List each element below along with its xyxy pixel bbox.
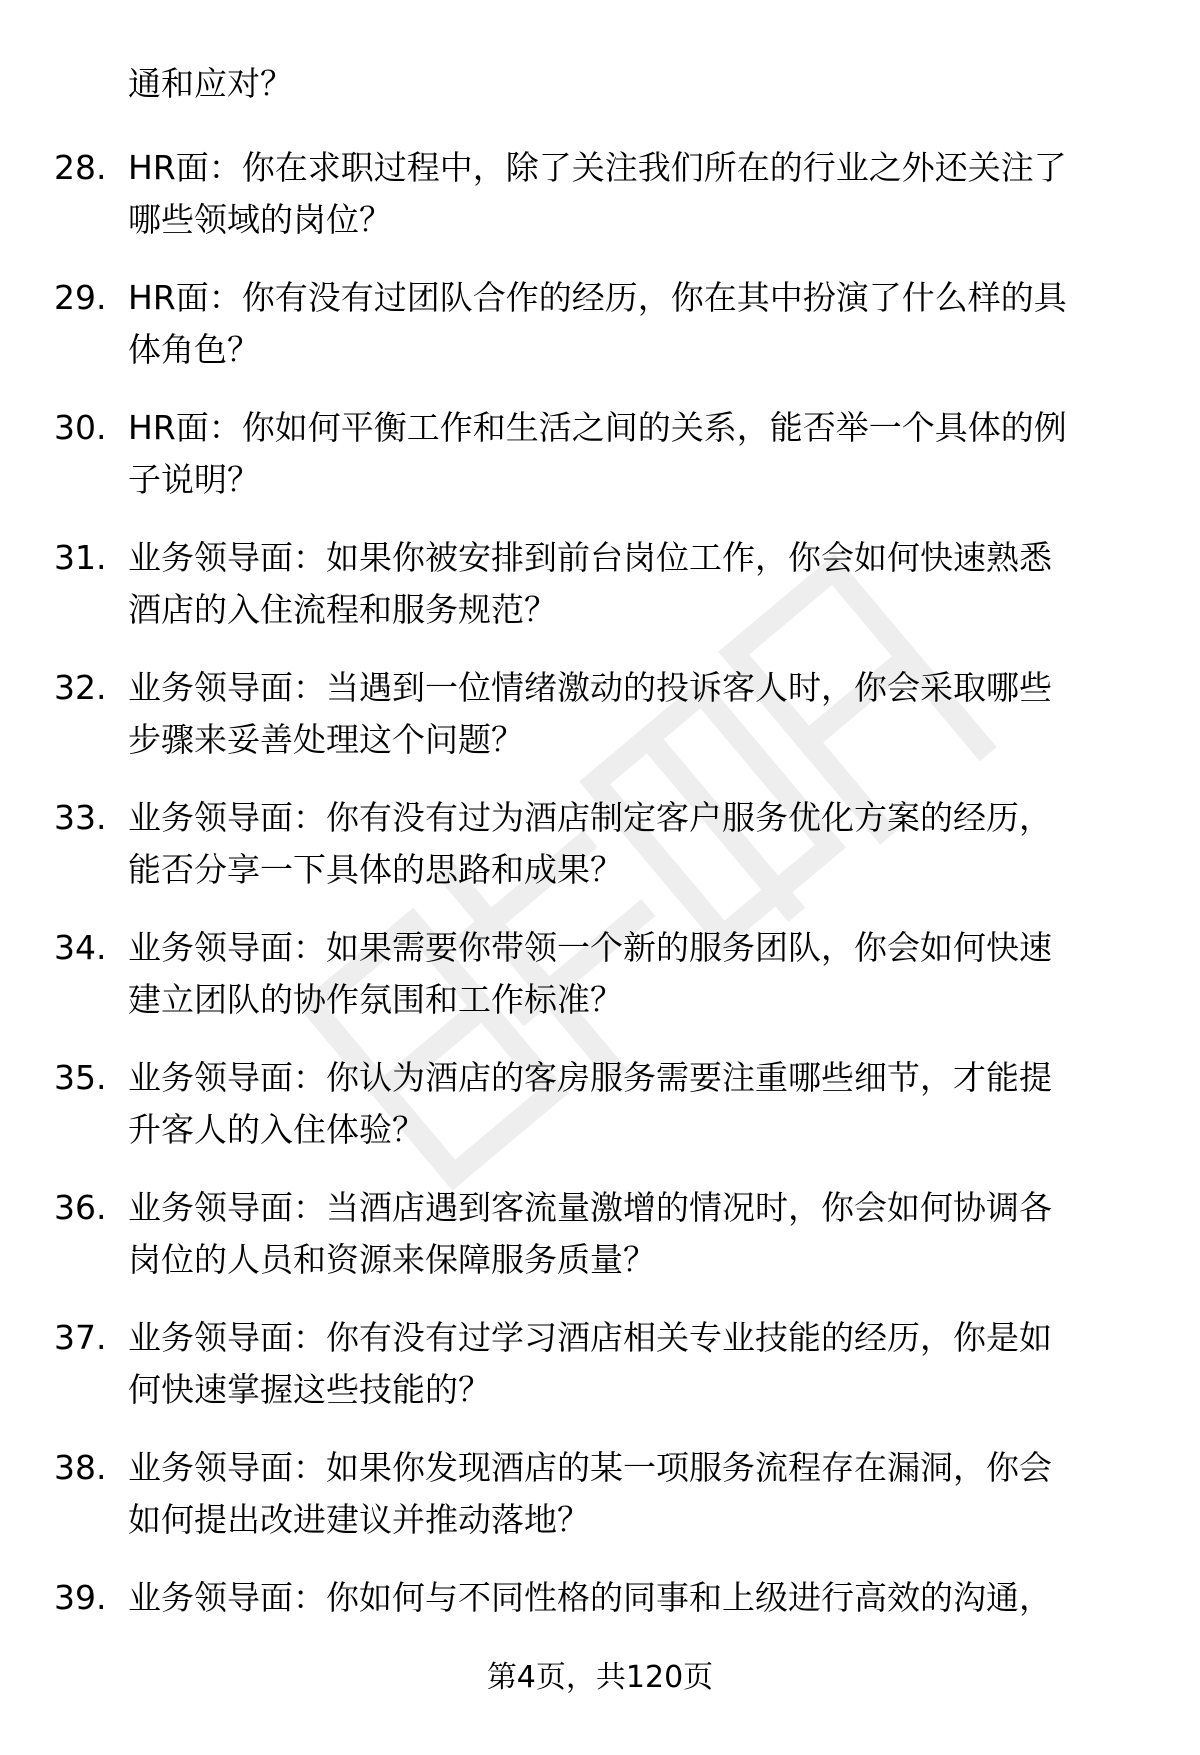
question-line: 业务领导面：如果你被安排到前台岗位工作，你会如何快速熟悉 xyxy=(128,538,1052,577)
question-number: 32. xyxy=(54,668,107,707)
question-number: 37. xyxy=(54,1318,107,1357)
question-text xyxy=(128,532,1158,636)
question-text xyxy=(128,1182,1158,1286)
question-number: 28. xyxy=(54,148,107,187)
question-number: 33. xyxy=(54,798,107,837)
continued-question-text: 通和应对？ xyxy=(128,64,293,103)
question-item xyxy=(0,792,1200,922)
question-number: 35. xyxy=(54,1058,107,1097)
question-text xyxy=(128,1442,1158,1546)
question-number: 39. xyxy=(54,1578,107,1617)
question-line: 能否分享一下具体的思路和成果？ xyxy=(128,850,623,889)
question-item xyxy=(0,922,1200,1052)
question-item xyxy=(0,1312,1200,1442)
question-item xyxy=(0,1442,1200,1572)
question-number: 34. xyxy=(54,928,107,967)
question-text xyxy=(128,922,1158,1026)
question-text xyxy=(128,402,1158,506)
question-line: HR面：你有没有过团队合作的经历，你在其中扮演了什么样的具 xyxy=(128,278,1067,317)
question-text xyxy=(128,662,1158,766)
question-line: 升客人的入住体验？ xyxy=(128,1110,425,1149)
question-line: 业务领导面：如果需要你带领一个新的服务团队，你会如何快速 xyxy=(128,928,1052,967)
question-text xyxy=(128,1052,1158,1156)
question-text xyxy=(128,1572,1158,1624)
question-item xyxy=(0,402,1200,532)
question-text xyxy=(128,272,1158,376)
question-number: 36. xyxy=(54,1188,107,1227)
question-line: 业务领导面：你如何与不同性格的同事和上级进行高效的沟通， xyxy=(128,1578,1052,1617)
question-text xyxy=(128,792,1158,896)
page-footer: 第4页，共120页 xyxy=(486,1660,714,1695)
question-line: HR面：你如何平衡工作和生活之间的关系，能否举一个具体的例 xyxy=(128,408,1067,447)
question-text xyxy=(128,142,1158,246)
question-line: 岗位的人员和资源来保障服务质量？ xyxy=(128,1240,656,1279)
question-line: 酒店的入住流程和服务规范？ xyxy=(128,590,557,629)
question-line: 建立团队的协作氛围和工作标准？ xyxy=(128,980,623,1019)
question-line: 如何提出改进建议并推动落地？ xyxy=(128,1500,590,1539)
question-line: 业务领导面：你有没有过学习酒店相关专业技能的经历，你是如 xyxy=(128,1318,1052,1357)
question-line: 哪些领域的岗位？ xyxy=(128,200,392,239)
question-line: 业务领导面：当酒店遇到客流量激增的情况时，你会如何协调各 xyxy=(128,1188,1052,1227)
question-line: 业务领导面：如果你发现酒店的某一项服务流程存在漏洞，你会 xyxy=(128,1448,1052,1487)
question-line: 业务领导面：当遇到一位情绪激动的投诉客人时，你会采取哪些 xyxy=(128,668,1052,707)
question-list xyxy=(0,142,1200,1702)
question-number: 29. xyxy=(54,278,107,317)
question-line: 体角色？ xyxy=(128,330,260,369)
question-item xyxy=(0,272,1200,402)
question-line: 业务领导面：你有没有过为酒店制定客户服务优化方案的经历， xyxy=(128,798,1052,837)
question-item xyxy=(0,1052,1200,1182)
question-item xyxy=(0,142,1200,272)
question-number: 30. xyxy=(54,408,107,447)
question-number: 38. xyxy=(54,1448,107,1487)
question-line: 子说明？ xyxy=(128,460,260,499)
question-item xyxy=(0,662,1200,792)
question-number: 31. xyxy=(54,538,107,577)
question-line: 业务领导面：你认为酒店的客房服务需要注重哪些细节，才能提 xyxy=(128,1058,1052,1097)
question-item xyxy=(0,532,1200,662)
question-line: HR面：你在求职过程中，除了关注我们所在的行业之外还关注了 xyxy=(128,148,1067,187)
question-line: 何快速掌握这些技能的？ xyxy=(128,1370,491,1409)
question-line: 步骤来妥善处理这个问题？ xyxy=(128,720,524,759)
question-item xyxy=(0,1182,1200,1312)
question-text xyxy=(128,1312,1158,1416)
